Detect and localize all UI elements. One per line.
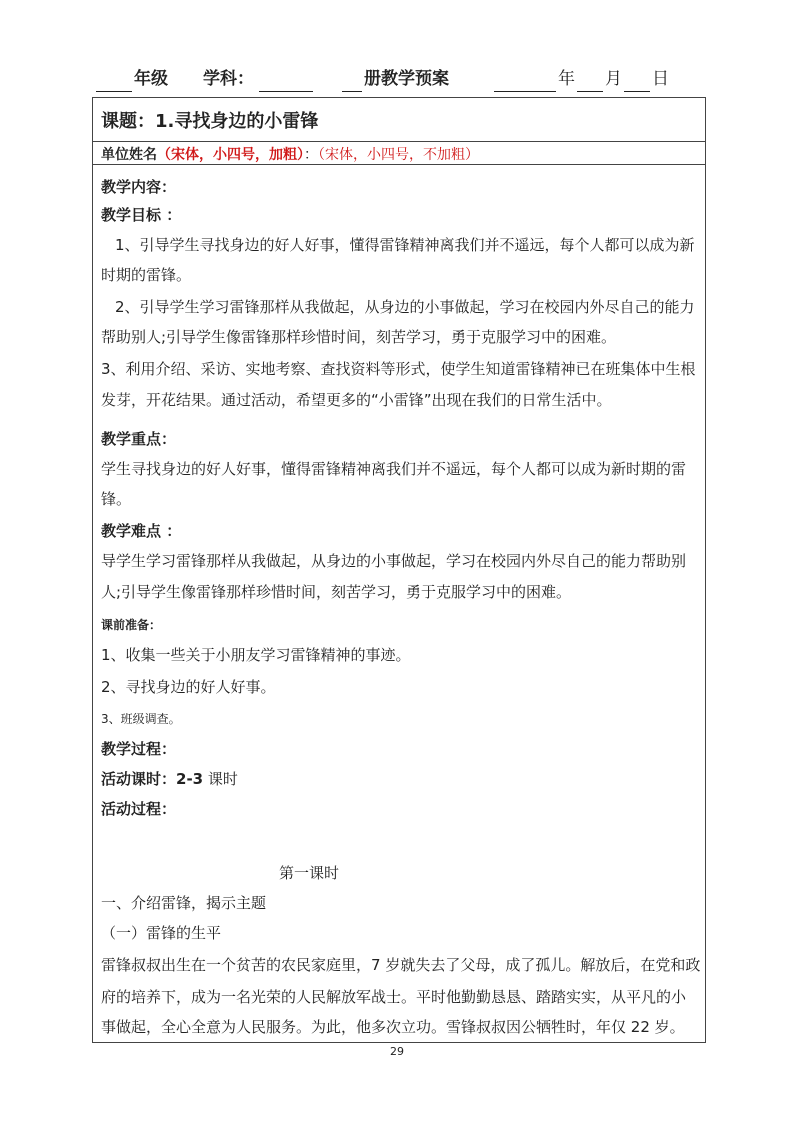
biography-line-2: 府的培养下，成为一名光荣的人民解放军战士。平时他勤勤恳恳、踏踏实实，从平凡的小	[101, 988, 687, 1006]
unit-label-note: （宋体，小四号，加粗）	[157, 147, 304, 163]
preparation-item-3: 3、班级调查。	[101, 712, 181, 726]
hours-unit: 课时	[203, 770, 238, 788]
key-points-line-2: 锋。	[101, 490, 132, 508]
year-blank	[494, 66, 556, 92]
difficulties-heading: 教学难点 ：	[101, 522, 182, 540]
hours-number: 2-3	[176, 770, 204, 788]
unit-value-note: （宋体，小四号，不加粗）	[318, 147, 479, 163]
month-label: 月	[605, 69, 622, 89]
section-1-heading: 一、介绍雷锋，揭示主题	[101, 894, 267, 912]
lesson-title: 课题：1.寻找身边的小雷锋	[101, 111, 319, 132]
subsection-1-heading: （一）雷锋的生平	[101, 924, 222, 942]
difficulties-line-1: 导学生学习雷锋那样从我做起，从身边的小事做起，学习在校园内外尽自己的能力帮助别	[101, 552, 687, 570]
volume-blank	[342, 66, 362, 92]
difficulties-line-2: 人;引导学生像雷锋那样珍惜时间，刻苦学习，勇于克服学习中的困难。	[101, 583, 572, 601]
unit-text	[101, 144, 479, 164]
unit-colon: ：	[304, 147, 318, 163]
year-label: 年	[558, 69, 575, 89]
process-heading: 教学过程：	[101, 740, 177, 758]
month-blank	[577, 66, 603, 92]
grade-blank	[96, 66, 132, 92]
biography-line-3: 事做起，全心全意为人民服务。为此，他多次立功。雪锋叔叔因公牺牲时，年仅 22 岁。	[101, 1018, 685, 1036]
objective-2-line-1: 2、引导学生学习雷锋那样从我做起，从身边的小事做起，学习在校园内外尽自己的能力	[115, 298, 695, 316]
key-points-line-1: 学生寻找身边的好人好事，懂得雷锋精神离我们并不遥远，每个人都可以成为新时期的雷	[101, 460, 687, 478]
lesson-1-heading: 第一课时	[279, 864, 340, 882]
objective-1-line-1: 1、引导学生寻找身边的好人好事，懂得雷锋精神离我们并不遥远，每个人都可以成为新	[115, 236, 695, 254]
day-label: 日	[652, 69, 669, 89]
activity-process-heading: 活动过程：	[101, 800, 177, 818]
teaching-content-heading: 教学内容：	[101, 178, 177, 196]
doc-header	[96, 66, 696, 94]
key-points-heading: 教学重点：	[101, 430, 177, 448]
objective-3-line-2: 发芽，开花结果。通过活动，希望更多的“小雷锋”出现在我们的日常生活中。	[101, 391, 612, 409]
title-row	[93, 98, 705, 142]
activity-hours	[101, 768, 238, 789]
hours-label: 活动课时：	[101, 770, 177, 788]
biography-line-1: 雷锋叔叔出生在一个贫苦的农民家庭里，7 岁就失去了父母，成了孤儿。解放后，在党和政	[101, 956, 701, 974]
volume-label: 册教学预案	[364, 69, 449, 89]
preparation-item-2: 2、寻找身边的好人好事。	[101, 678, 276, 696]
objective-3-line-1: 3、利用介绍、采访、实地考察、查找资料等形式，使学生知道雷锋精神已在班集体中生根	[101, 360, 696, 378]
unit-row	[93, 142, 705, 165]
grade-label: 年级	[134, 69, 168, 89]
subject-label: 学科：	[203, 69, 254, 89]
subject-blank	[259, 66, 313, 92]
page-number: 29	[390, 1045, 404, 1058]
preparation-item-1: 1、收集一些关于小朋友学习雷锋精神的事迹。	[101, 646, 411, 664]
day-blank	[624, 66, 650, 92]
lesson-plan-table	[92, 97, 706, 1043]
objectives-heading: 教学目标 ：	[101, 206, 182, 224]
unit-label: 单位姓名	[101, 147, 157, 163]
objective-2-line-2: 帮助别人;引导学生像雷锋那样珍惜时间，刻苦学习，勇于克服学习中的困难。	[101, 328, 617, 346]
preparation-heading: 课前准备：	[101, 618, 162, 632]
objective-1-line-2: 时期的雷锋。	[101, 266, 192, 284]
